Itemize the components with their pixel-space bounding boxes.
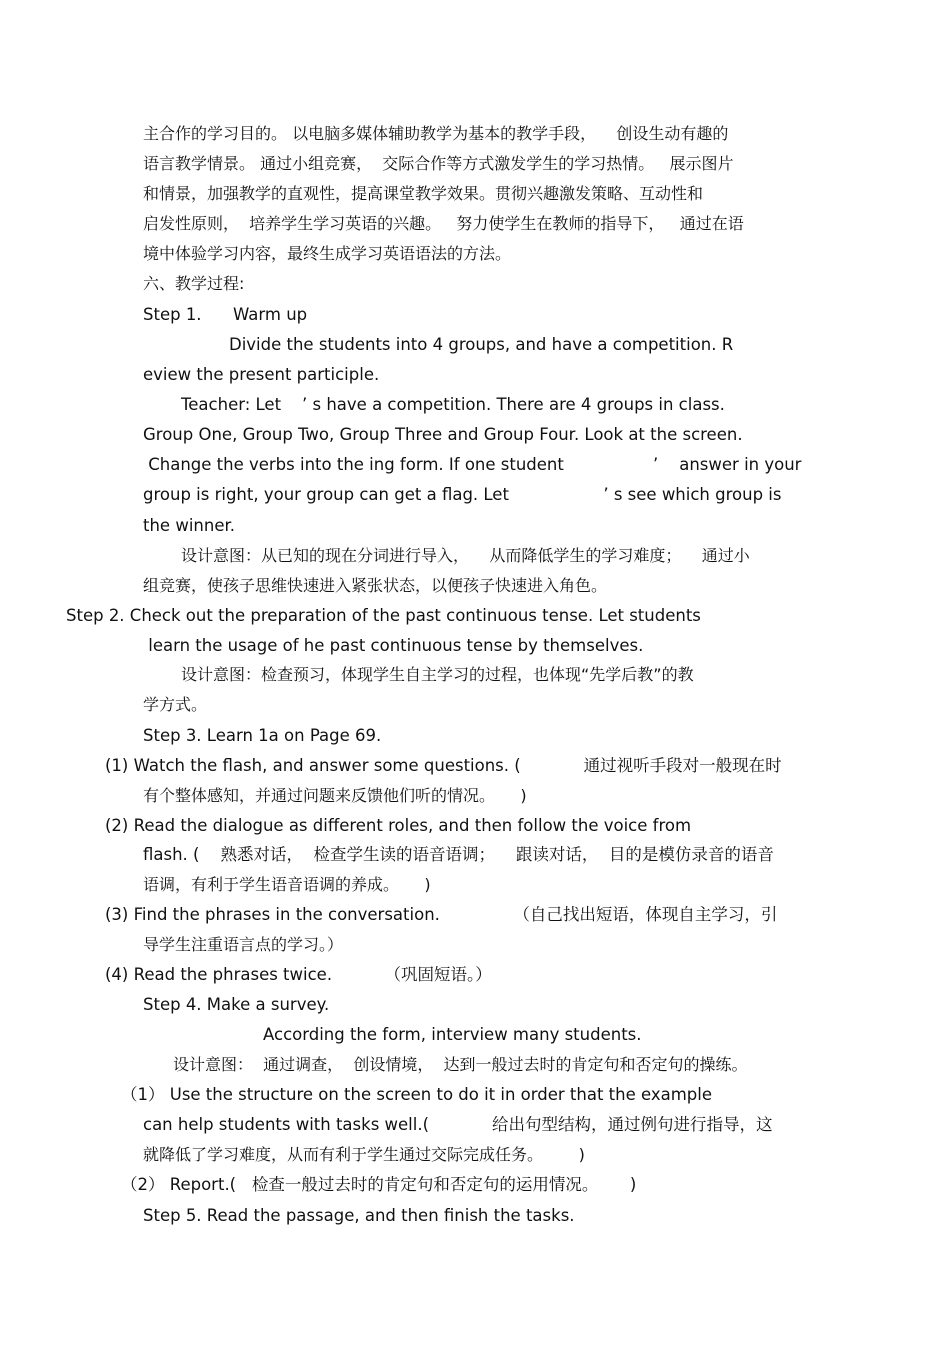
list-item: (4) Read the phrases twice. （巩固短语。） — [105, 965, 492, 984]
section-heading: 六、教学过程: — [143, 274, 245, 293]
list-item: (3) Find the phrases in the conversation. （自己找出短语，体现自主学习，引 — [105, 905, 778, 924]
step-heading: Step 5. Read the passage, and then finish the tasks. — [143, 1206, 575, 1225]
paragraph-line: 和情景，加强教学的直观性，提高课堂教学效果。贯彻兴趣激发策略、互动性和 — [143, 184, 704, 203]
step-heading: Step 3. Learn 1a on Page 69. — [143, 726, 382, 745]
list-item: (2) Read the dialogue as different roles, and then follow the voice from — [105, 816, 692, 835]
paragraph-line: Teacher: Let ’ s have a competition. There are 4 groups in class. — [181, 395, 725, 414]
list-item-continuation: 语调，有利于学生语音语调的养成。 ) — [143, 875, 431, 894]
list-item-continuation: 有个整体感知，并通过问题来反馈他们听的情况。 ) — [143, 786, 527, 805]
design-intent-line: 学方式。 — [143, 695, 208, 714]
design-intent-line: 设计意图：检查预习，体现学生自主学习的过程，也体现“先学后教”的教 — [181, 665, 694, 684]
paragraph-line: eview the present participle. — [143, 365, 380, 384]
paragraph-line: learn the usage of he past continuous tense by themselves. — [143, 636, 644, 655]
step-heading: Step 4. Make a survey. — [143, 995, 330, 1014]
paragraph-line: Change the verbs into the ing form. If one student ’ answer in your — [143, 455, 802, 474]
list-item-continuation: 导学生注重语言点的学习。） — [143, 935, 344, 954]
step-heading: Step 1. Warm up — [143, 305, 308, 324]
paragraph-line: 境中体验学习内容，最终生成学习英语语法的方法。 — [143, 244, 512, 263]
list-item-continuation: can help students with tasks well.( 给出句型结构，通过例句进行指导，这 — [143, 1115, 773, 1134]
paragraph-line: 语言教学情景。 通过小组竞赛， 交际合作等方式激发学生的学习热情。 展示图片 — [143, 154, 734, 173]
list-item-continuation: flash. ( 熟悉对话， 检查学生读的语音语调； 跟读对话， 目的是模仿录音的语音 — [143, 845, 774, 864]
design-intent-line: 设计意图：从已知的现在分词进行导入， 从而降低学生的学习难度； 通过小 — [181, 546, 750, 565]
step-heading: Step 2. Check out the preparation of the past continuous tense. Let students — [66, 606, 701, 625]
paragraph-line: According the form, interview many students. — [263, 1025, 642, 1044]
paragraph-line: 启发性原则， 培养学生学习英语的兴趣。 努力使学生在教师的指导下， 通过在语 — [143, 214, 744, 233]
paragraph-line: group is right, your group can get a flag. Let ’ s see which group is — [143, 485, 782, 504]
paragraph-line: Group One, Group Two, Group Three and Group Four. Look at the screen. — [143, 425, 743, 444]
paragraph-line: Divide the students into 4 groups, and have a competition. R — [229, 335, 734, 354]
design-intent-line: 组竞赛，使孩子思维快速进入紧张状态，以便孩子快速进入角色。 — [143, 576, 608, 595]
list-item: (1) Watch the flash, and answer some questions. ( 通过视听手段对一般现在时 — [105, 756, 782, 775]
paragraph-line: the winner. — [143, 516, 235, 535]
list-item-continuation: 就降低了学习难度，从而有利于学生通过交际完成任务。 ) — [143, 1145, 585, 1164]
design-intent-line: 设计意图： 通过调查， 创设情境， 达到一般过去时的肯定句和否定句的操练。 — [173, 1055, 748, 1074]
paragraph-line: 主合作的学习目的。 以电脑多媒体辅助教学为基本的教学手段， 创设生动有趣的 — [143, 124, 729, 143]
list-item: （2） Report.( 检查一般过去时的肯定句和否定句的运用情况。 ) — [121, 1175, 637, 1194]
list-item: （1） Use the structure on the screen to do it in order that the example — [121, 1085, 713, 1104]
